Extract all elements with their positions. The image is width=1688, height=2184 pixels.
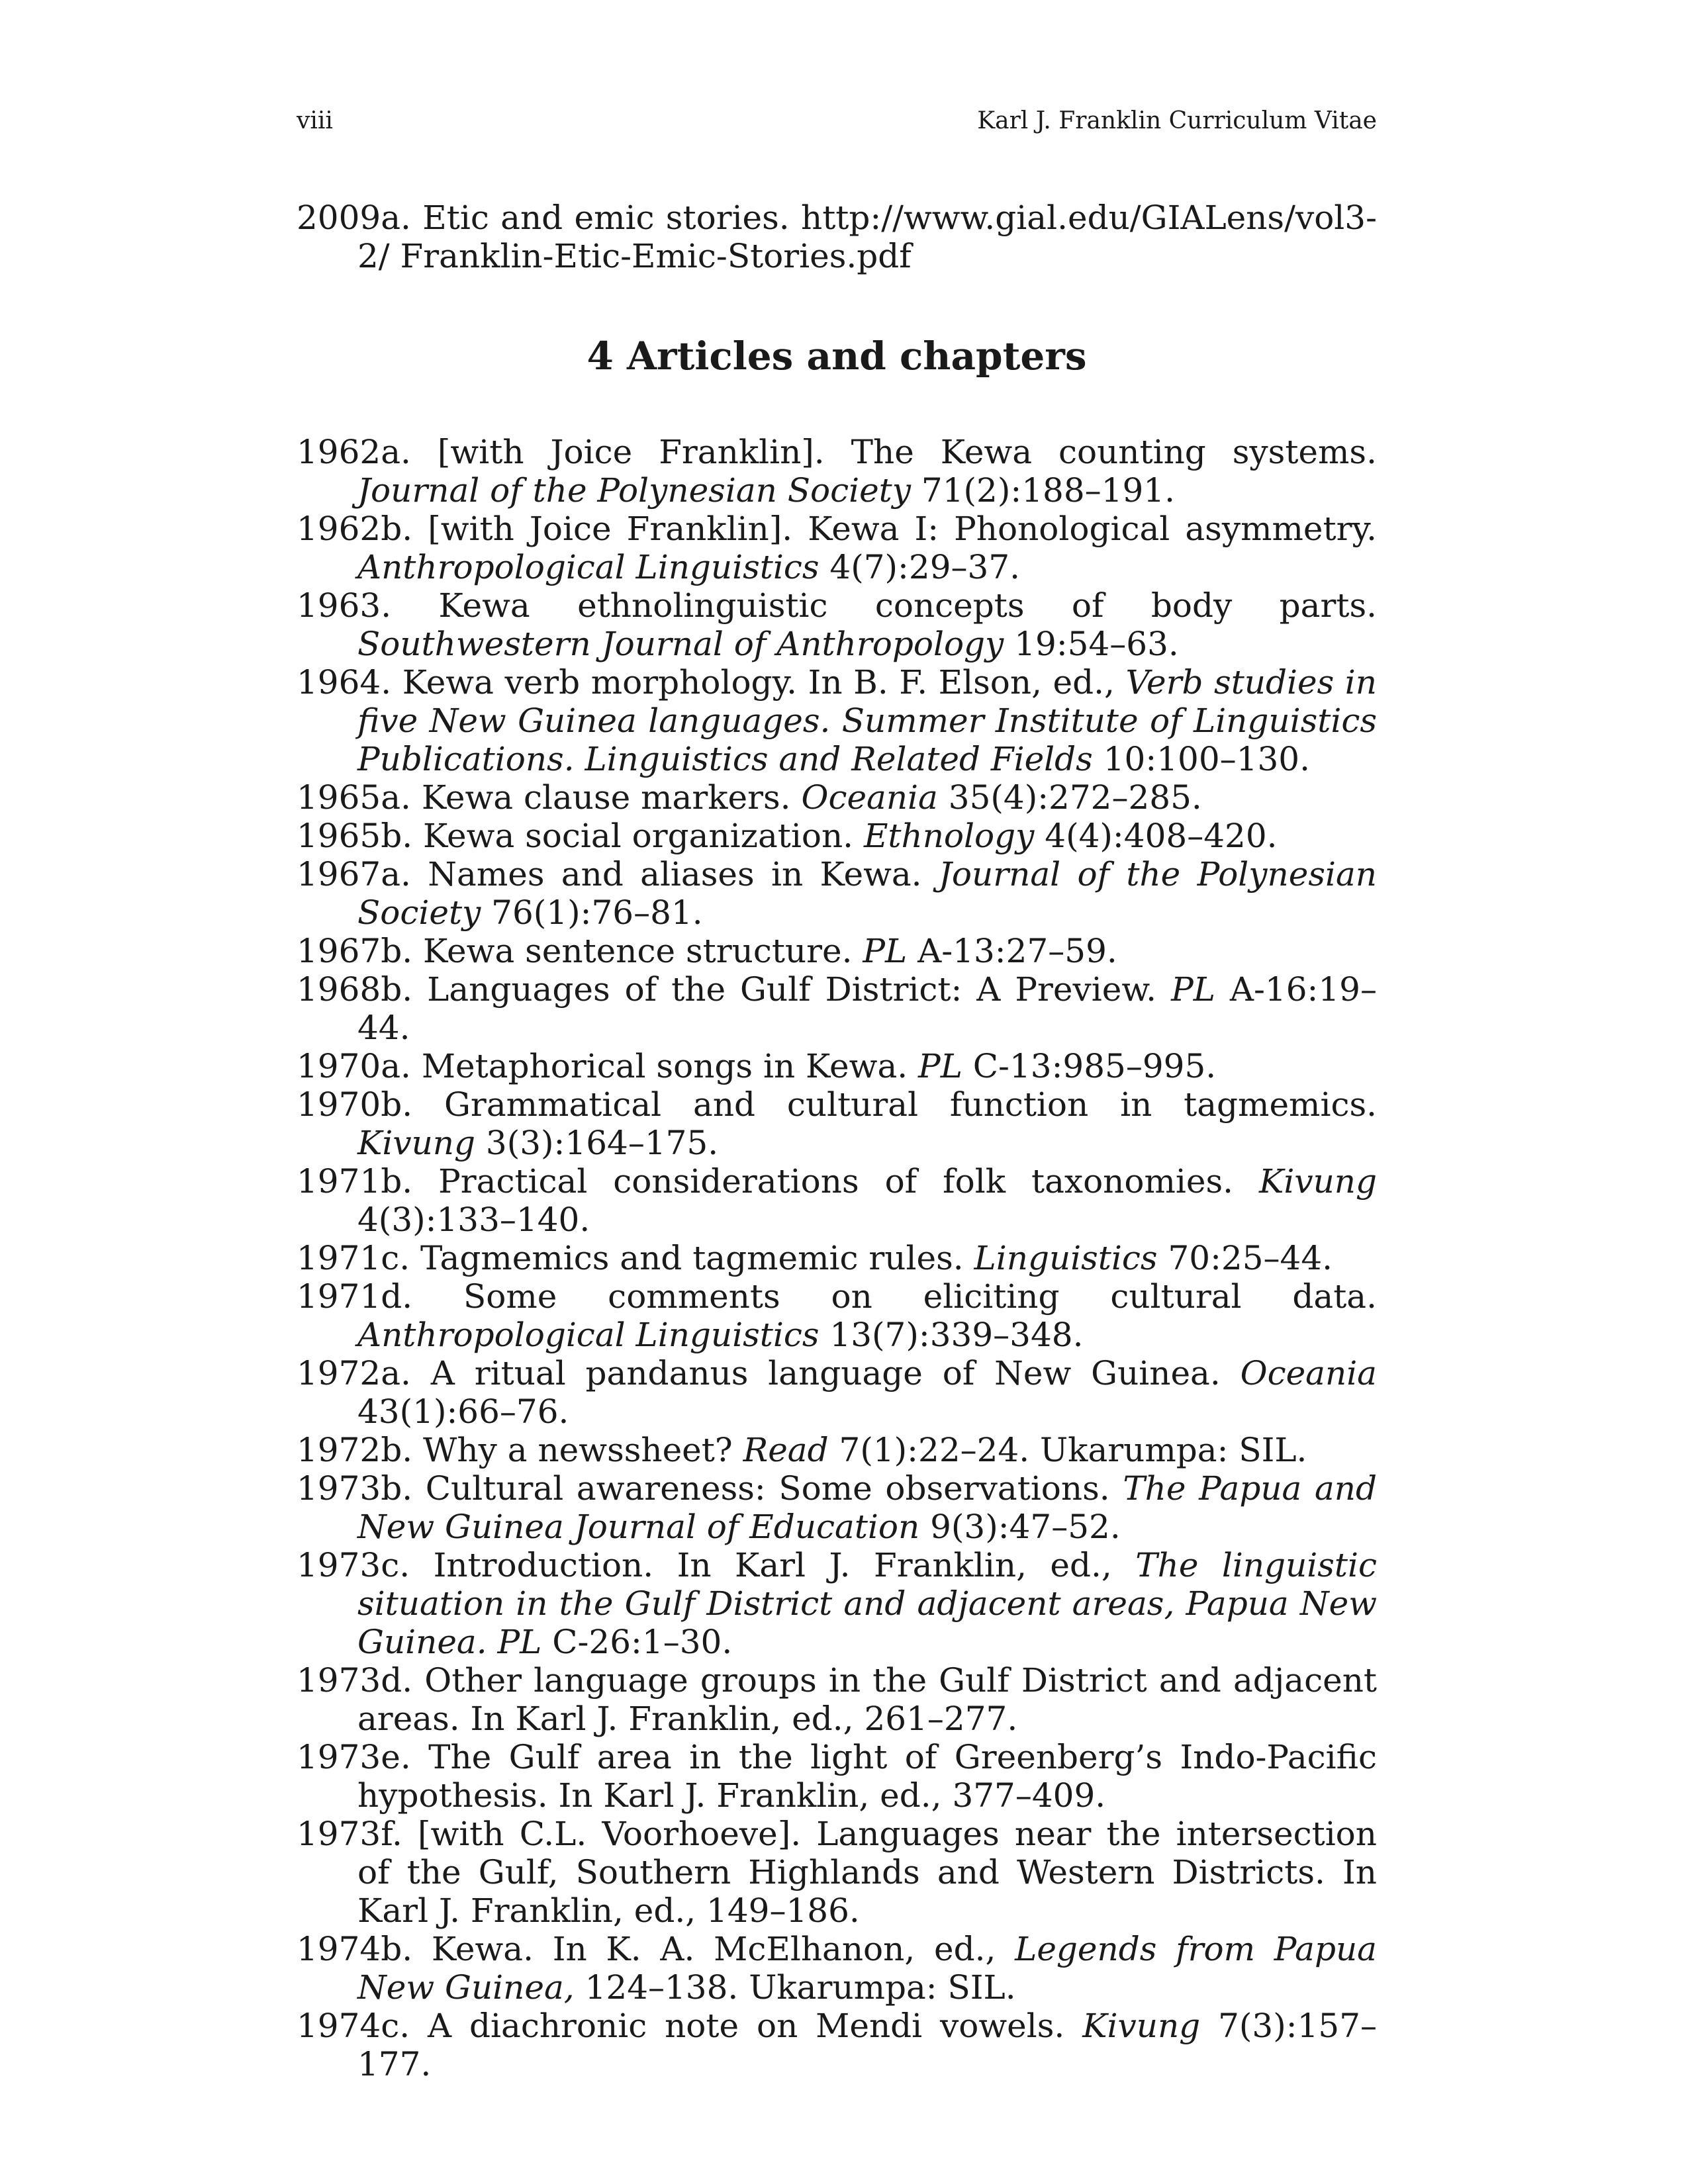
entry-text: 1964. Kewa verb morphology. In B. F. Elson, ed., <box>297 663 1126 702</box>
intro-bibliography-entry: 2009a. Etic and emic stories. http://www.gial.edu/GIALens/vol3-2/ Franklin-Etic-Emic-Stories.pdf <box>297 199 1377 275</box>
bibliography-entry <box>297 932 1377 970</box>
entry-citation-details: 13(7):339–348. <box>819 1316 1084 1354</box>
entry-text: 1965b. Kewa social organization. <box>297 817 864 855</box>
page-header <box>297 105 1377 138</box>
bibliography-entry <box>297 855 1377 932</box>
entry-publication-title: Read <box>743 1431 829 1469</box>
entry-publication-title: Legends from Papua New Guinea, <box>357 1930 1377 2007</box>
entry-text: 1971b. Practical considerations of folk taxonomies. <box>297 1162 1259 1201</box>
entry-publication-title: PL <box>863 932 908 970</box>
running-title: Karl J. Franklin Curriculum Vitae <box>977 107 1377 134</box>
entry-publication-title: Oceania <box>1240 1354 1377 1392</box>
entry-citation-details: 35(4):272–285. <box>937 778 1202 817</box>
bibliography-entry <box>297 1661 1377 1738</box>
bibliography-entry <box>297 1738 1377 1815</box>
bibliography-entry <box>297 1085 1377 1162</box>
entry-text: 1968b. Languages of the Gulf District: A Preview. <box>297 970 1172 1009</box>
entry-citation-details: 76(1):76–81. <box>481 893 703 932</box>
entry-publication-title: Anthropological Linguistics <box>357 1316 820 1354</box>
entry-text: 1971c. Tagmemics and tagmemic rules. <box>297 1239 974 1277</box>
entry-text: 1967a. Names and aliases in Kewa. <box>297 855 939 893</box>
bibliography-entry <box>297 433 1377 510</box>
entry-citation-details: 4(4):408–420. <box>1034 817 1278 855</box>
bibliography-entry <box>297 1546 1377 1661</box>
entry-publication-title: Journal of the Polynesian Society <box>357 855 1377 932</box>
entry-citation-details: 3(3):164–175. <box>475 1124 719 1162</box>
entry-citation-details: 7(1):22–24. Ukarumpa: SIL. <box>828 1431 1307 1469</box>
page-number: viii <box>297 107 333 134</box>
bibliography-entry <box>297 1162 1377 1239</box>
entry-publication-title: The Papua and New Guinea Journal of Education <box>357 1469 1378 1546</box>
entry-publication-title: Kivung <box>1258 1162 1377 1201</box>
entry-text: 1974b. Kewa. In K. A. McElhanon, ed., <box>297 1930 1015 1968</box>
entry-citation-details: 7(3):157–177. <box>357 2007 1377 2083</box>
entry-text: 1962b. [with Joice Franklin]. Kewa I: Phonological asymmetry. <box>297 510 1377 548</box>
entry-citation-details: C-26:1–30. <box>541 1623 733 1661</box>
entry-publication-title: Oceania <box>801 778 938 817</box>
entry-text: 1973c. Introduction. In Karl J. Franklin, ed., <box>297 1546 1136 1584</box>
entry-text: 1974c. A diachronic note on Mendi vowels. <box>297 2007 1083 2045</box>
entry-text: 1972a. A ritual pandanus language of New Guinea. <box>297 1354 1241 1392</box>
page-content <box>297 199 1377 2083</box>
entry-citation-details: 4(3):133–140. <box>357 1201 590 1239</box>
bibliography-entry <box>297 1354 1377 1431</box>
entry-text: 1967b. Kewa sentence structure. <box>297 932 863 970</box>
bibliography-entry <box>297 970 1377 1047</box>
entry-publication-title: Kivung <box>357 1124 476 1162</box>
entry-citation-details: A-16:19–44. <box>357 970 1377 1047</box>
entry-citation-details: A-13:27–59. <box>907 932 1117 970</box>
entry-publication-title: Journal of the Polynesian Society <box>357 471 912 510</box>
entry-citation-details: 4(7):29–37. <box>819 548 1021 586</box>
bibliography-entry <box>297 1239 1377 1277</box>
entry-text: 1972b. Why a newssheet? <box>297 1431 743 1469</box>
bibliography-entry <box>297 586 1377 663</box>
entry-publication-title: Southwestern Journal of Anthropology <box>357 625 1004 663</box>
entry-citation-details: 71(2):188–191. <box>911 471 1175 510</box>
entry-text: 1973b. Cultural awareness: Some observations. <box>297 1469 1123 1508</box>
bibliography-entry <box>297 1277 1377 1354</box>
bibliography-entry <box>297 1469 1377 1546</box>
entry-citation-details: 124–138. Ukarumpa: SIL. <box>574 1968 1016 2007</box>
entry-publication-title: The linguistic situation in the Gulf District and adjacent areas, Papua New Guinea. PL <box>357 1546 1378 1661</box>
entry-publication-title: Linguistics <box>974 1239 1158 1277</box>
bibliography-entry <box>297 663 1377 778</box>
bibliography-entry <box>297 1815 1377 1930</box>
entry-citation-details: C-13:985–995. <box>962 1047 1217 1085</box>
bibliography-list <box>297 433 1377 2083</box>
bibliography-entry <box>297 817 1377 855</box>
entry-text: 1973f. [with C.L. Voorhoeve]. Languages near the intersection of the Gulf, Southern Highlands and Western Districts. In Karl J. Franklin, ed., 149–186. <box>297 1815 1377 1930</box>
entry-text: 1973e. The Gulf area in the light of Greenberg’s Indo-Pacific hypothesis. In Karl J. Franklin, ed., 377–409. <box>297 1738 1377 1815</box>
bibliography-entry <box>297 2007 1377 2083</box>
section-title: 4 Articles and chapters <box>586 334 1087 379</box>
entry-publication-title: PL <box>1171 970 1215 1009</box>
entry-text: 1973d. Other language groups in the Gulf District and adjacent areas. In Karl J. Franklin, ed., 261–277. <box>297 1661 1377 1738</box>
entry-publication-title: Anthropological Linguistics <box>357 548 820 586</box>
entry-citation-details: 19:54–63. <box>1004 625 1179 663</box>
entry-text: 1962a. [with Joice Franklin]. The Kewa counting systems. <box>297 433 1377 471</box>
entry-citation-details: 43(1):66–76. <box>357 1392 569 1431</box>
entry-publication-title: PL <box>918 1047 962 1085</box>
bibliography-entry <box>297 1930 1377 2007</box>
entry-text: 1971d. Some comments on eliciting cultural data. <box>297 1277 1377 1316</box>
entry-text: 1970a. Metaphorical songs in Kewa. <box>297 1047 919 1085</box>
entry-text: 1963. Kewa ethnolinguistic concepts of body parts. <box>297 586 1377 625</box>
entry-publication-title: Verb studies in five New Guinea languages. Summer Institute of Linguistics Publications. Linguistics and Related Fields <box>357 663 1377 778</box>
entry-text: 1965a. Kewa clause markers. <box>297 778 802 817</box>
entry-text: 1970b. Grammatical and cultural function in tagmemics. <box>297 1085 1377 1124</box>
bibliography-entry <box>297 1431 1377 1469</box>
bibliography-entry <box>297 1047 1377 1085</box>
entry-citation-details: 70:25–44. <box>1157 1239 1333 1277</box>
bibliography-entry <box>297 778 1377 817</box>
entry-citation-details: 9(3):47–52. <box>919 1508 1121 1546</box>
entry-citation-details: 10:100–130. <box>1092 740 1310 778</box>
entry-publication-title: Kivung <box>1082 2007 1201 2045</box>
bibliography-entry <box>297 510 1377 586</box>
entry-publication-title: Ethnology <box>863 817 1035 855</box>
